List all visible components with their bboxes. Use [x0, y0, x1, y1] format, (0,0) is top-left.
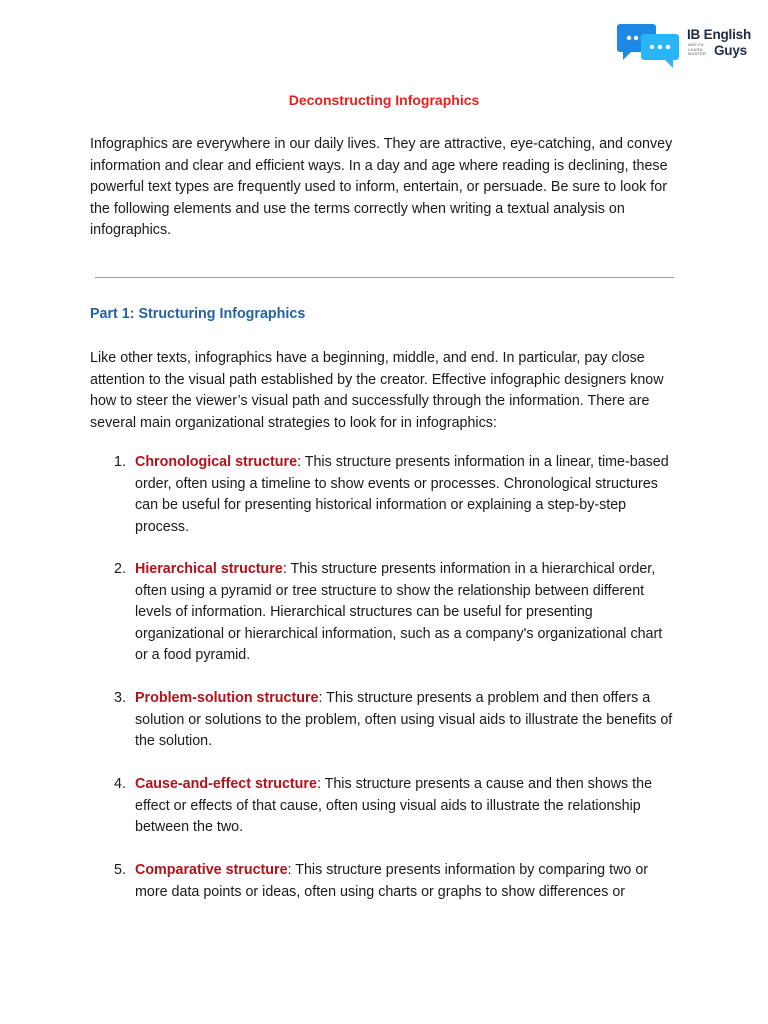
list-item-text — [135, 688, 675, 753]
part1-intro-paragraph: Like other texts, infographics have a beginning, middle, and end. In particular, pay close attention to the visual path established by the creator. Effective infographic designers know how to steer the viewer’s visual path and successfully through the information. There are several main organizational strategies to look for in infographics: — [90, 350, 664, 431]
list-item-number: 1. — [114, 454, 126, 470]
list-item-description: : This structure presents a cause and then shows the effect or effects of that cause, often using visual aids to illustrate the relationship between the two. — [135, 776, 653, 835]
logo-tagline — [688, 43, 712, 57]
part1-heading: Part 1: Structuring Infographics — [90, 306, 306, 322]
logo-tagline-watch: WATCH — [688, 42, 704, 47]
logo-brand-line2: Guys — [714, 43, 747, 58]
list-item-number: 3. — [114, 690, 126, 706]
list-item-text — [135, 452, 675, 538]
list-item-description: : This structure presents a problem and then offers a solution or solutions to the problem, often using visual aids to illustrate the benefits of the solution. — [135, 690, 673, 749]
list-item-term: Cause-and-effect structure — [135, 776, 317, 792]
horizontal-divider — [95, 277, 674, 278]
list-item-number: 4. — [114, 776, 126, 792]
brand-logo — [617, 22, 752, 72]
list-item-text — [135, 774, 675, 839]
list-item-term: Chronological structure — [135, 454, 298, 470]
list-item-description: : This structure presents information in a hierarchical order, often using a pyramid or tree structure to show the relationship between different levels of information. Hierarchical structures can be useful for presenting organizational or hierarchical information, such as a company's organizational chart or a food pyramid. — [135, 561, 663, 663]
list-item-description: : This structure presents information by comparing two or more data points or ideas, often using charts or graphs to show differences or — [135, 862, 649, 900]
logo-tagline-learn: LEARN — [688, 46, 703, 52]
list-item-term: Comparative structure — [135, 862, 288, 878]
list-item-number: 5. — [114, 862, 126, 878]
list-item-term: Problem-solution structure — [135, 690, 319, 706]
document-title: Deconstructing Infographics — [288, 92, 480, 108]
logo-tagline-master: MASTER — [688, 51, 707, 57]
list-item-text — [135, 860, 675, 903]
list-item-description: : This structure presents information in a linear, time-based order, often using a timeline to show events or processes. Chronological structures can be useful for presenting historical information or explaining a step-by-step process. — [135, 454, 669, 535]
logo-brand-line1: IB English — [687, 27, 752, 42]
list-item-text — [135, 559, 675, 667]
intro-paragraph: Infographics are everywhere in our daily lives. They are attractive, eye-catching, and convey information and clear and efficient ways. In a day and age where reading is declining, these powerful text types are frequently used to inform, entertain, or persuade. Be sure to look for the following elements and use the terms correctly when writing a textual analysis on infographics. — [90, 136, 673, 238]
speech-bubbles-icon — [617, 22, 681, 72]
list-item-term: Hierarchical structure — [135, 561, 283, 577]
list-item-number: 2. — [114, 561, 126, 577]
